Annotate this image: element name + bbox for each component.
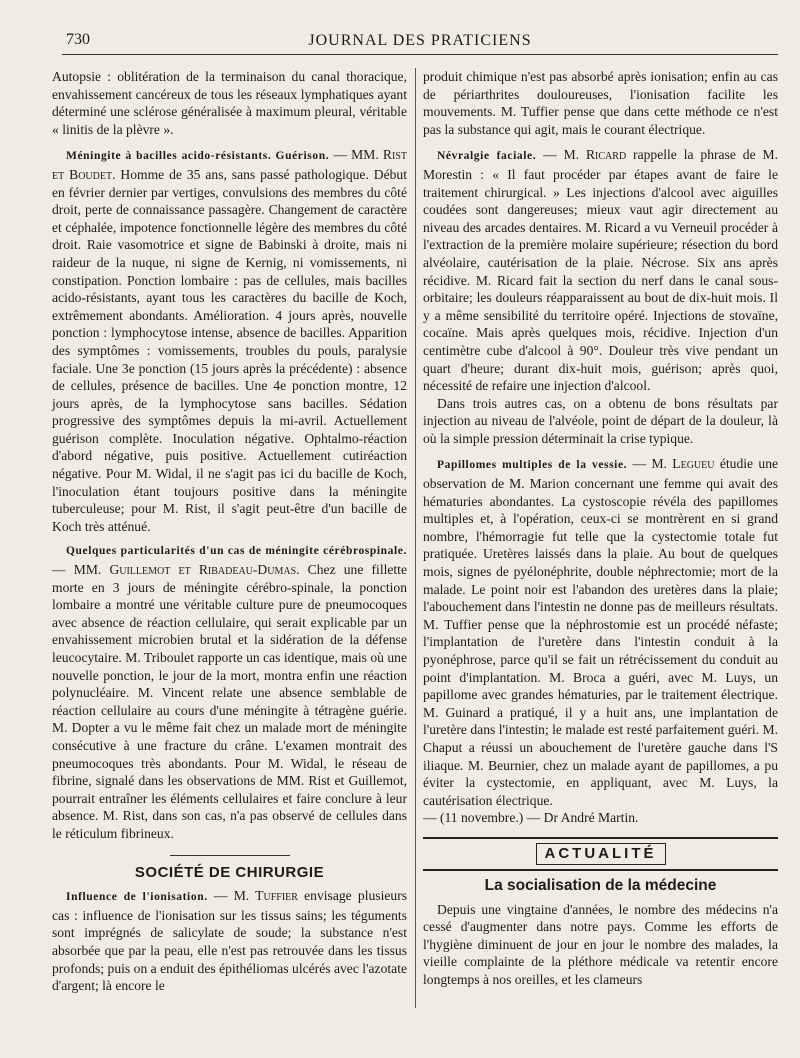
page-header [62,28,778,55]
papillomes-authors: M. Legueu [651,456,715,472]
nevralgie-article: Névralgie faciale. — M. Ricard rappelle la phrase de M. Morestin : « Il faut procéder par étapes avant de faire le traitement chirurgical. » Les injections d'alcool avec aiguilles coudées sont dangereuses; mieux vaut agir directement au niveau des arcades dentaires. M. Ricard a vu Verneuil procéder à l'extraction de la première molaire supérieure; résection du bord alvéolaire, cautérisation de la plaie. Nécrose. Six ans après récidive. M. Ricard fait la section du nerf dans le canal sous-orbitaire; les douleurs réapparaissent au bout de dix-huit mois. Il y a même sensibilité du territoire opéré. Injections de stovaïne, cocaïne. Mais après quelques mois, récidive. Injection d'un centimètre cube d'alcool à 90°. Douleur très vive pendant un quart d'heure; durant dix-huit mois, guérison; après quoi, nécessité de refaire une injection d'alcool. [423,147,778,394]
article-title: La socialisation de la médecine [484,876,717,894]
meningite-heading: Méningite à bacilles acido-résistants. Guérison. [66,150,330,163]
papillomes-text: étudie une observation de M. Marion concernant une femme qui avait des hématuries abondantes. La cystoscopie révéla des papillomes multiples et, à l'opération, ceux-ci se montrèrent en si grand nombre, l'hémorragie fut telle que la cystectomie totale fut pratiquée. Uretères laissés dans la plaie. Au bout de quelques mois, signes de pyélonéphrite, double néphrectomie; mort de la malade. Le point noir est l'abandon des uretères dans la plaie; l'abouchement dans l'intestin ne donne pas de meilleurs résultats. M. Tuffier pense que la néphrostomie est un procédé néfaste; l'implantation de l'uretère dans l'intestin conduit à la pyonéphrose, parce qu'il se fait un rétrécissement du conduit au point d'implantation. M. Broca a guéri, avec M. Luys, un papillome avec grandes hématuries, par le traitement électrique. M. Guinard a pratiqué, il y a huit ans, une implantation de l'uretère dans l'intestin; le malade est resté parfaitement guéri. M. Chaput a réussi un abouchement de l'uretère gauche dans l'S iliaque. M. Beurnier, chez un malade ayant de papillomes, a pu éviter la cystectomie, en appliquant, avec M. Luys, la cautérisation électrique. [423,456,779,808]
meningite-authors: MM. Rist et Boudet. [52,147,407,182]
meningite-text: Homme de 35 ans, sans passé pathologique. Début en février dernier par vertiges, convulsions des membres du côté droit, perte de connaissance passagère. Changement de caractère et céphalée, impotence fonctionnelle légère des membres du côté droit. Raie vasomotrice et signe de Babinski à droite, mais ni raideur de la nuque, ni signe de Kernig, ni vomissements, ni constipation. Ponction lombaire : pas de cellules, mais bacilles acido-résistants, ayant tous les caractères du bacille de Koch, extrêmement abondants. Amélioration. 4 jours après, nouvelle ponction : lymphocytose intense, absence de bacilles. Apparition des symptômes : vomissements, troubles du pouls, paralysie faciale. Une 3e ponction (15 jours après la précédente) : absence de cellules, présence de bacilles. Une 4e ponction montre, 12 jours après, de la lymphocytose sans bacilles. Sédation progressive des symptômes depuis la mi-avril. Actuellement guérison complète. Inoculation négative. Ophtalmo-réaction d'abord négative, puis positive. Actuellement cutiréaction négative. Pour M. Widal, il ne s'agit pas ici du bacille de Koch, l'inoculation étant toujours positive dans la méningite tuberculeuse; pour M. Rist, il s'agit peut-être d'un bacille de Koch très atténué. [52,166,407,534]
socialisation-text: Depuis une vingtaine d'années, le nombre des médecins n'a cessé d'augmenter dans notre pays. Comme les efforts de l'hygiène diminuent de jour en jour le nombre des malades, la vieille complainte de la pléthore médicale va retentir encore longtemps à nos oreilles, et les clameurs [423,901,778,987]
signature: — (11 novembre.) — Dr André Martin. [423,810,639,826]
ionisation-authors: M. Tuffier [233,888,298,904]
cerebrospinal-heading: Quelques particularités d'un cas de méningite cérébrospinale. [66,545,407,558]
ionisation-continuation: produit chimique n'est pas absorbé après ionisation; enfin au cas de périarthrites douloureuses, l'ionisation facilite les mouvements. M. Tuffier pense que dans cette méthode ce n'est pas la substance qui agit, mais le courant électrique. [423,69,778,137]
page-number: 730 [66,31,90,48]
papillomes-heading: Papillomes multiples de la vessie. [437,459,628,472]
ionisation-article: Influence de l'ionisation. — M. Tuffier envisage plusieurs cas : influence de l'ionisation sur les tissus sains; les téguments sont imprégnés de salicylate de soude; la substance n'est absorbée que par la peau, elle n'est pas retrouvée dans les tissus profonds; puis on a enduit des épithéliomas ulcérés avec l'azotate d'argent; là encore le [52,888,408,994]
left-column [52,68,407,995]
ionisation-text: envisage plusieurs cas : influence de l'ionisation sur les tissus sains; les téguments sont imprégnés de salicylate de soude; la substance n'est absorbée que par la peau, elle n'est pas retrouvée dans les tissus profonds; puis on a enduit des épithéliomas ulcérés avec l'azotate d'argent; là encore le [52,888,408,994]
nevralgie-heading: Névralgie faciale. [437,150,537,163]
nevralgie-authors: M. Ricard [563,147,627,163]
section-divider [170,855,290,856]
meningite-article: Méningite à bacilles acido-résistants. Guérison. — MM. Rist et Boudet. Homme de 35 ans, sans passé pathologique. Début en février dernier par vertiges, convulsions des membres du côté droit, perte de connaissance passagère. Changement de caractère et céphalée, impotence fonctionnelle légère des membres du côté droit. Raie vasomotrice et signe de Babinski à droite, mais ni raideur de la nuque, ni signe de Kernig, ni vomissements, ni constipation. Ponction lombaire : pas de cellules, mais bacilles acido-résistants, ayant tous les caractères du bacille de Koch, extrêmement abondants. Amélioration. 4 jours après, nouvelle ponction : lymphocytose intense, absence de bacilles. Apparition des symptômes : vomissements, troubles du pouls, paralysie faciale. Une 3e ponction (15 jours après la précédente) : absence de cellules, présence de bacilles. Une 4e ponction montre, 12 jours après, de la lymphocytose sans bacilles. Sédation progressive des symptômes depuis la mi-avril. Actuellement guérison complète. Inoculation négative. Ophtalmo-réaction d'abord négative, puis positive. Actuellement cutiréaction négative. Pour M. Widal, il ne s'agit pas ici du bacille de Koch, l'inoculation étant toujours positive dans la méningite tuberculeuse; pour M. Rist, il s'agit peut-être d'un bacille de Koch très atténué. [52,147,407,534]
column-divider [415,68,416,1008]
cerebrospinal-text: Chez une fillette morte en 3 jours de méningite cérébro-spinale, la ponction lombaire a montré une véritable culture pure de pneumocoques avec absence de réaction cellulaire, qui serait explicable par un envahissement microbien brutal et la sidération de la défense leucocytaire. M. Triboulet rapporte un cas identique, mais où une nouvelle ponction, le jour de la mort, montra enfin une réaction polynucléaire. M. Vincent relate une absence semblable de réaction cellulaire au cours d'une méningite à tétragène guérie. M. Dopter a vu le même fait chez un malade mort de méningite consécutive à une fracture du crâne. L'examen montrait des pneumocoques très abondants. Pour M. Widal, le réseau de fibrine, signalé dans les observations de MM. Rist et Guillemot, pourrait entraîner les éléments cellulaires et faire conclure à leur absence. M. Rist, dans son cas, n'a pas observé de cellules dans le réticulum fibrineux. [52,562,407,841]
nevralgie-text: rappelle la phrase de M. Morestin : « Il faut procéder par étapes avant de faire le traitement chirurgical. » Les injections d'alcool avec aiguilles coudées sont dangereuses; mieux vaut agir directement au niveau des arcades dentaires. M. Ricard a vu Verneuil procéder à l'extraction de la première molaire supérieure; résection du bord alvéolaire, cautérisation de la plaie. Nécrose. Six ans après récidive. M. Ricard fait la section du nerf dans le canal sous-orbitaire; les douleurs réapparaissent au bout de dix-huit mois. Il y a même sensibilité du territoire opéré. Injections de stovaïne, cocaïne. Mais après quelques mois, récidive. Injection d'un centimètre cube d'alcool à 90°. Douleur très vive pendant un quart d'heure; durant dix-huit mois, guérison; après quoi, nécessité de refaire une injection d'alcool. [423,147,778,394]
section-title: SOCIÉTÉ DE CHIRURGIE [134,863,325,881]
autopsy-paragraph: Autopsie : oblitération de la terminaison du canal thoracique, envahissement cancéreux de tous les réseaux lymphatiques ayant déterminé une sclérose généralisée à maximum pleural, véritable « linitis de la plèvre ». [52,69,407,137]
journal-title: JOURNAL DES PRATICIENS [308,32,532,49]
cerebrospinal-authors: MM. Guillemot et Ribadeau-Dumas. [73,562,300,578]
actualite-label: ACTUALITÉ [536,843,666,865]
cerebrospinal-article: Quelques particularités d'un cas de méningite cérébrospinale. — MM. Guillemot et Ribadeau-Dumas. Chez une fillette morte en 3 jours de méningite cérébro-spinale, la ponction lombaire a montré une véritable culture pure de pneumocoques avec absence de réaction cellulaire, qui serait explicable par un envahissement microbien brutal et la sidération de la défense leucocytaire. M. Triboulet rapporte un cas identique, mais où une nouvelle ponction, le jour de la mort, montra enfin une réaction polynucléaire. M. Vincent relate une absence semblable de réaction cellulaire au cours d'une méningite à tétragène guérie. M. Dopter a vu le même fait chez un malade mort de méningite consécutive à une fracture du crâne. L'examen montrait des pneumocoques très abondants. Pour M. Widal, le réseau de fibrine, signalé dans les observations de MM. Rist et Guillemot, pourrait entraîner les éléments cellulaires et faire conclure à leur absence. M. Rist, dans son cas, n'a pas observé de cellules dans le réticulum fibrineux. [52,545,407,841]
actualite-banner [423,837,778,871]
papillomes-article: Papillomes multiples de la vessie. — M. Legueu étudie une observation de M. Marion concernant une femme qui avait des hématuries abondantes. La cystoscopie révéla des papillomes multiples et, à l'opération, ceux-ci se montrèrent en si grand nombre, l'hémorragie fut telle que la cystectomie totale fut pratiquée. Uretères laissés dans la plaie. Au bout de quelques mois, signes de pyélonéphrite, double néphrectomie; mort de la malade. Le point noir est l'abandon des uretères dans la plaie; l'abouchement dans l'intestin ne donne pas de meilleurs résultats. M. Tuffier pense que la néphrostomie est un procédé néfaste; l'implantation de l'uretère dans l'intestin conduit à la pyonéphrose, parce qu'il se fait un rétrécissement du conduit au point d'implantation. M. Broca a guéri, avec M. Luys, un papillome avec grandes hématuries, par le traitement électrique. M. Guinard a pratiqué, il y a huit ans, une implantation de l'uretère dans l'intestin; le malade est resté parfaitement guéri. M. Chaput a réussi un abouchement de l'uretère gauche dans l'S iliaque. M. Beurnier, chez un malade ayant de papillomes, a pu éviter la cystectomie, en appliquant, avec M. Luys, la cautérisation électrique. [423,456,779,808]
right-column [423,68,778,989]
nevralgie-followup: Dans trois autres cas, on a obtenu de bons résultats par injection au niveau de l'alvéole, point de départ de la douleur, là où la simple pression déterminait la crise typique. [423,395,778,446]
ionisation-heading: Influence de l'ionisation. [66,891,208,904]
